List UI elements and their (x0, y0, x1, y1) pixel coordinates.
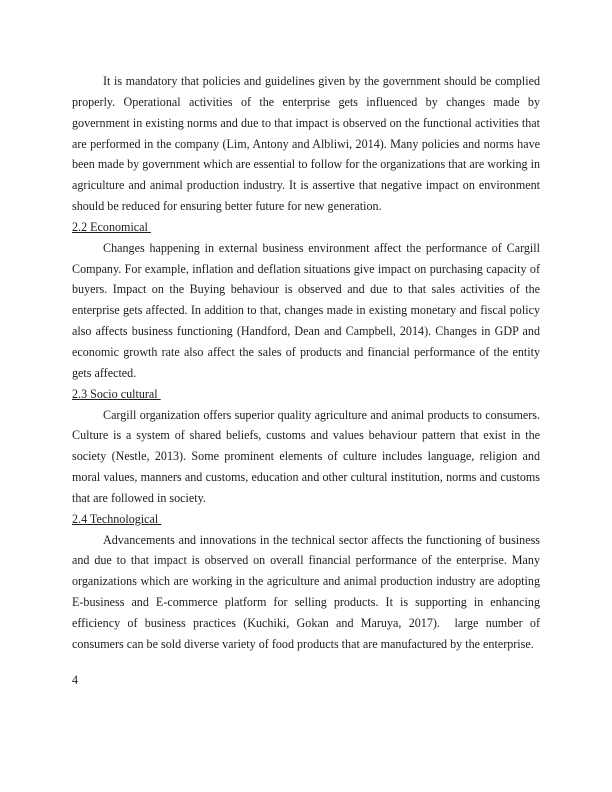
section-heading-economical: 2.2 Economical (72, 219, 151, 234)
section-heading-socio-cultural: 2.3 Socio cultural (72, 386, 161, 401)
body-paragraph-government-policies: It is mandatory that policies and guidelines given by the government should be complied properly. Operational activities of the enterprise gets influenced by changes made by government in existing norms and due to that impact is observed on the functional activities that are performed in the company (Lim, Antony and Albliwi, 2014). Many policies and norms have been made by government which are essential to follow for the organizations that are working in agriculture and animal production industry. It is assertive that negative impact on environment should be reduced for ensuring better future for new generation. (72, 74, 540, 214)
document-body (72, 71, 540, 655)
body-paragraph-socio-cultural: Cargill organization offers superior quality agriculture and animal products to consumers. Culture is a system of shared beliefs, customs and values behaviour pattern that exist in the society (Nestle, 2013). Some prominent elements of culture includes language, religion and moral values, manners and customs, education and other cultural institution, norms and customs that are followed in society. (72, 407, 540, 505)
body-paragraph-economical: Changes happening in external business environment affect the performance of Cargill Company. For example, inflation and deflation situations give impact on purchasing capacity of buyers. Impact on the Buying behaviour is observed and due to that sales activities of the enterprise gets affected. In addition to that, changes made in existing monetary and fiscal policy also affects business functioning (Handford, Dean and Campbell, 2014). Changes in GDP and economic growth rate also affect the sales of products and financial performance of the entity gets affected. (72, 240, 540, 380)
section-heading-technological: 2.4 Technological (72, 511, 162, 526)
page-number: 4 (72, 673, 79, 687)
body-paragraph-technological: Advancements and innovations in the technical sector affects the functioning of business and due to that impact is observed on overall financial performance of the enterprise. Many organizations which are working in the agriculture and animal production industry are adopting E-business and E-commerce platform for selling products. It is supporting in enhancing efficiency of business practices (Kuchiki, Gokan and Maruya, 2017). large number of consumers can be sold diverse variety of food products that are manufactured by the enterprise. (72, 532, 540, 651)
